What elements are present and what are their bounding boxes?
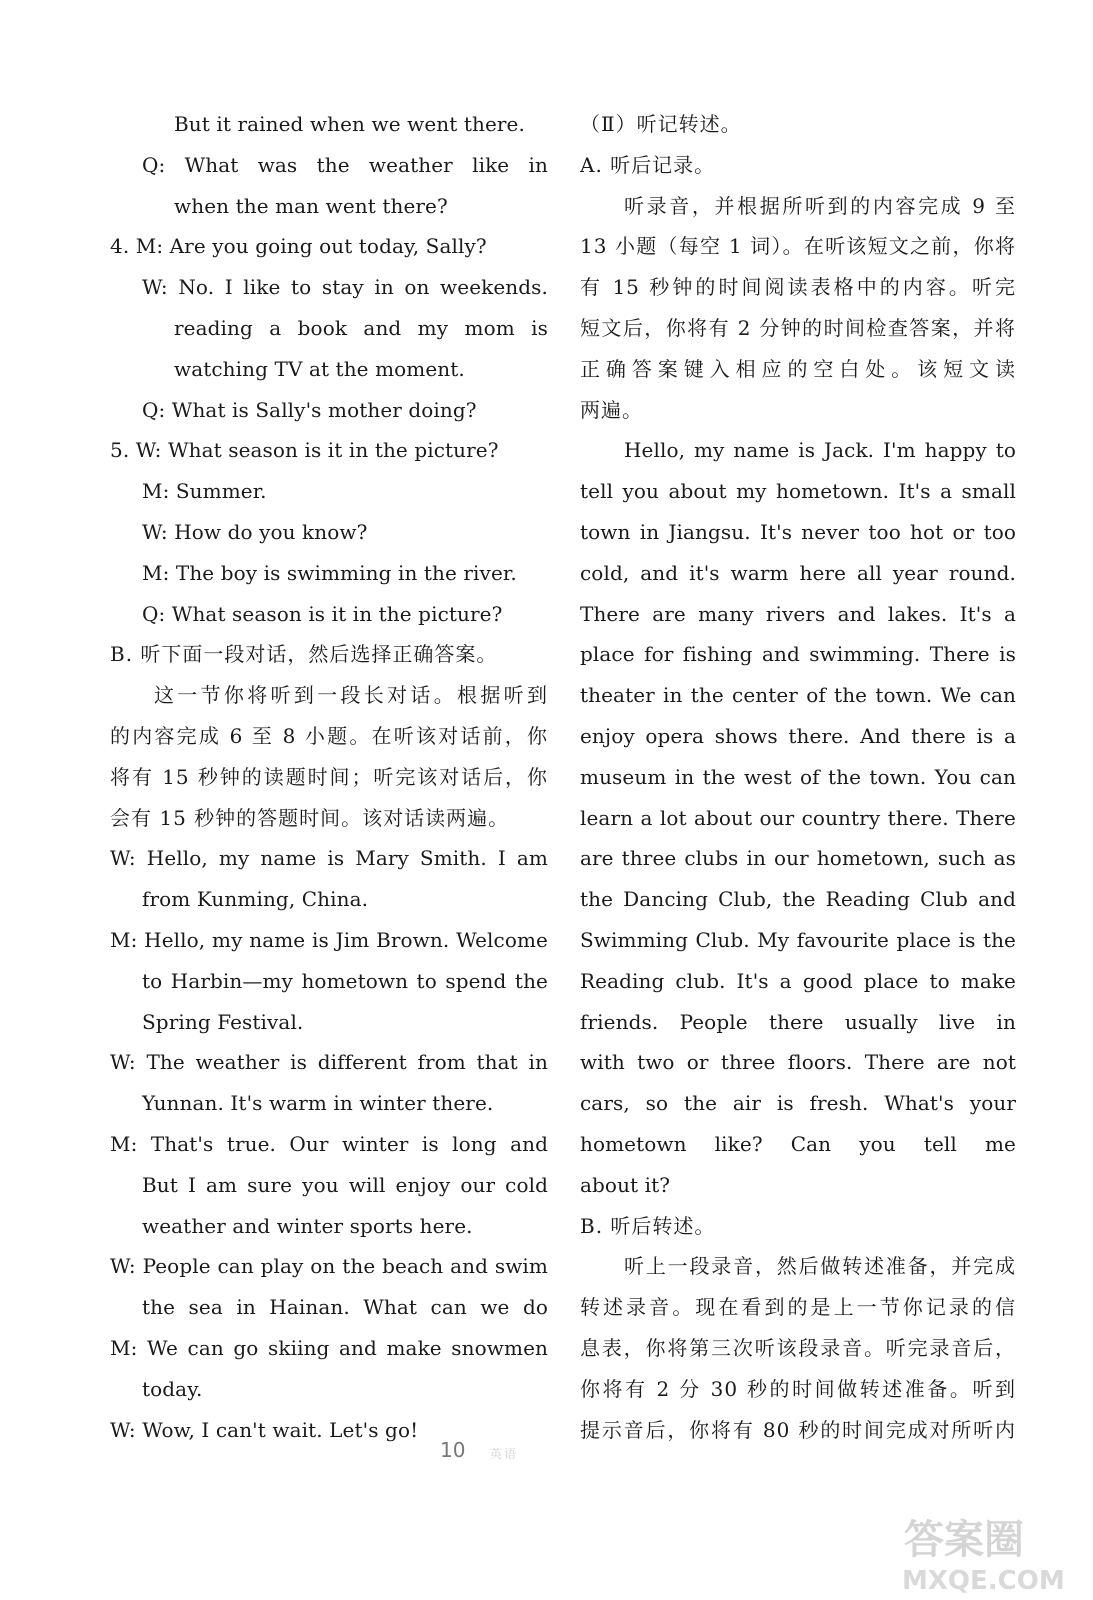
text-line: 正确答案键入相应的空白处。该短文读 bbox=[580, 356, 1016, 381]
text-line: 提示音后，你将有 80 秒的时间完成对所听内 bbox=[580, 1417, 1016, 1442]
text-line: 听录音，并根据所听到的内容完成 9 至 bbox=[624, 193, 1016, 218]
text-line: theater in the center of the town. We can bbox=[580, 683, 1016, 708]
right-column bbox=[580, 104, 1016, 1450]
text-line: M: Hello, my name is Jim Brown. Welcome bbox=[110, 927, 548, 952]
text-line: hometown like? Can you tell me bbox=[580, 1131, 1016, 1156]
text-line: Q: What season is it in the picture? bbox=[142, 601, 503, 626]
text-line: B. 听下面一段对话，然后选择正确答案。 bbox=[110, 642, 498, 667]
text-line: 转述录音。现在看到的是上一节你记录的信 bbox=[580, 1295, 1016, 1320]
text-line: 有 15 秒钟的时间阅读表格中的内容。听完 bbox=[580, 275, 1016, 300]
text-line: town in Jiangsu. It's never too hot or too bbox=[580, 519, 1016, 544]
text-line: 息表，你将第三次听该段录音。听完录音后， bbox=[580, 1335, 1016, 1360]
text-line: friends. People there usually live in bbox=[580, 1009, 1016, 1034]
text-line: the sea in Hainan. What can we do bbox=[142, 1295, 548, 1320]
text-line: today. bbox=[142, 1376, 203, 1401]
watermark-logo bbox=[900, 1505, 1075, 1595]
text-line: 4. M: Are you going out today, Sally? bbox=[110, 234, 487, 259]
text-line: 5. W: What season is it in the picture? bbox=[110, 438, 499, 463]
text-line: M: That's true. Our winter is long and bbox=[110, 1131, 548, 1156]
text-line: watching TV at the moment. bbox=[174, 356, 465, 381]
text-line: 这一节你将听到一段长对话。根据听到 bbox=[154, 683, 548, 708]
text-line: W: No. I like to stay in on weekends. bbox=[142, 275, 548, 300]
text-line: 短文后，你将有 2 分钟的时间检查答案，并将 bbox=[580, 315, 1016, 340]
text-line: enjoy opera shows there. And there is a bbox=[580, 723, 1016, 748]
text-line: 将有 15 秒钟的读题时间；听完该对话后，你 bbox=[110, 764, 548, 789]
text-line: with two or three floors. There are not bbox=[580, 1050, 1016, 1075]
watermark-domain: MXQE.COM bbox=[902, 1566, 1065, 1595]
text-line: Hello, my name is Jack. I'm happy to bbox=[624, 438, 1016, 463]
text-line: the Dancing Club, the Reading Club and bbox=[580, 887, 1016, 912]
text-line: A. 听后记录。 bbox=[580, 152, 716, 177]
text-line: Yunnan. It's warm in winter there. bbox=[142, 1091, 494, 1116]
text-line: 会有 15 秒钟的答题时间。该对话读两遍。 bbox=[110, 805, 510, 830]
text-line: M: The boy is swimming in the river. bbox=[142, 560, 517, 585]
text-line: learn a lot about our country there. There bbox=[580, 805, 1016, 830]
text-line: to Harbin—my hometown to spend the bbox=[142, 968, 548, 993]
text-line: tell you about my hometown. It's a small bbox=[580, 479, 1016, 504]
text-line: are three clubs in our hometown, such as bbox=[580, 846, 1016, 871]
text-line: place for fishing and swimming. There is bbox=[580, 642, 1016, 667]
text-line: when the man went there? bbox=[174, 193, 448, 218]
text-line: Spring Festival. bbox=[142, 1009, 304, 1034]
left-column bbox=[110, 104, 548, 1450]
text-line: W: Wow, I can't wait. Let's go! bbox=[110, 1417, 419, 1442]
text-line: W: People can play on the beach and swim bbox=[110, 1254, 548, 1279]
text-line: Q: What was the weather like in bbox=[142, 152, 548, 177]
text-line: Swimming Club. My favourite place is the bbox=[580, 927, 1016, 952]
text-line: cars, so the air is fresh. What's your bbox=[580, 1091, 1016, 1116]
text-line: M: We can go skiing and make snowmen bbox=[110, 1335, 548, 1360]
text-line: But it rained when we went there. bbox=[174, 112, 525, 136]
watermark-logo-text: 答案圈 bbox=[904, 1517, 1024, 1563]
text-line: cold, and it's warm here all year round. bbox=[580, 560, 1016, 585]
text-line: W: Hello, my name is Mary Smith. I am bbox=[110, 846, 548, 871]
page-number: 10 bbox=[440, 1438, 466, 1462]
text-line: 听上一段录音，然后做转述准备，并完成 bbox=[624, 1254, 1016, 1279]
text-line: 两遍。 bbox=[580, 397, 643, 422]
text-line: B. 听后转述。 bbox=[580, 1213, 716, 1238]
text-line: from Kunming, China. bbox=[142, 887, 369, 912]
text-line: 13 小题（每空 1 词）。在听该短文之前，你将 bbox=[580, 234, 1016, 259]
text-line: reading a book and my mom is bbox=[174, 315, 548, 340]
text-line: about it? bbox=[580, 1172, 671, 1197]
text-line: But I am sure you will enjoy our cold bbox=[142, 1172, 548, 1197]
text-line: 的内容完成 6 至 8 小题。在听该对话前，你 bbox=[110, 723, 548, 748]
text-line: Q: What is Sally's mother doing? bbox=[142, 397, 477, 422]
text-line: W: How do you know? bbox=[142, 519, 368, 544]
text-line: Reading club. It's a good place to make bbox=[580, 968, 1016, 993]
text-line: M: Summer. bbox=[142, 479, 267, 504]
footer-faint-text: 英语 bbox=[490, 1447, 519, 1461]
text-line: （Ⅱ）听记转述。 bbox=[580, 112, 742, 136]
text-line: 你将有 2 分 30 秒的时间做转述准备。听到 bbox=[580, 1376, 1016, 1401]
text-line: There are many rivers and lakes. It's a bbox=[580, 601, 1016, 626]
text-line: weather and winter sports here. bbox=[142, 1213, 473, 1238]
text-line: W: The weather is different from that in bbox=[110, 1050, 548, 1075]
text-line: museum in the west of the town. You can bbox=[580, 764, 1016, 789]
